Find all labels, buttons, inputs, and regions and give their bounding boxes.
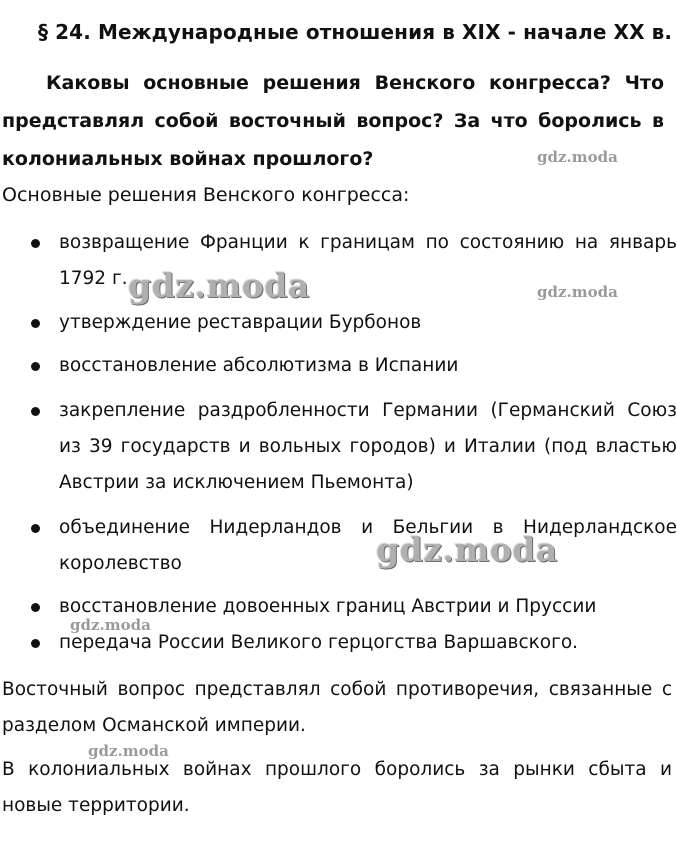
section-heading: § 24. Международные отношения в XIX - начале XX в. [38,20,673,44]
list-item [0,348,677,384]
watermark-logo: gdz.moda [70,616,151,634]
list-item [0,225,677,297]
watermark-logo: gdz.moda [128,266,310,305]
answer-intro: Основные решения Венского конгресса: [2,184,410,206]
congress-decisions-list [0,225,677,661]
bullet-icon [31,362,40,371]
bullet-icon [31,239,40,248]
watermark-logo: gdz.moda [88,742,169,760]
bullet-icon [31,524,40,533]
watermark-logo: gdz.moda [537,283,618,301]
bullet-icon [31,639,40,648]
list-item [0,393,677,501]
eastern-question-paragraph: Восточный вопрос представлял собой противоречия, связанные с разделом Османской империи. [2,679,672,736]
list-item-text: закрепление раздробленности Германии (Германский Союз из 39 государств и вольных городов) и Италии (под властью Австрии за исключением Пьемонта) [59,400,677,493]
list-item [0,625,677,661]
list-item-text: восстановление довоенных границ Австрии и Пруссии [59,596,597,617]
list-item-text: утверждение реставрации Бурбонов [59,312,422,333]
list-item-text: восстановление абсолютизма в Испании [59,355,459,376]
list-item [0,589,677,625]
colonial-wars-paragraph: В колониальных войнах прошлого боролись за рынки сбыта и новые территории. [2,759,672,816]
review-questions: Каковы основные решения Венского конгресса? Что представлял собой восточный вопрос? За что боролись в колониальных войнах прошлого? [2,72,664,170]
list-item-text: объединение Нидерландов и Бельгии в Нидерландское королевство [59,517,677,574]
bullet-icon [31,407,40,416]
watermark-logo: gdz.moda [376,530,558,569]
list-item-text: возвращение Франции к границам по состоянию на январь 1792 г. [59,232,677,289]
list-item-text: передача России Великого герцогства Варшавского. [59,632,579,653]
list-item [0,305,677,341]
bullet-icon [31,319,40,328]
watermark-logo: gdz.moda [537,148,618,166]
list-item [0,510,677,582]
bullet-icon [31,603,40,612]
